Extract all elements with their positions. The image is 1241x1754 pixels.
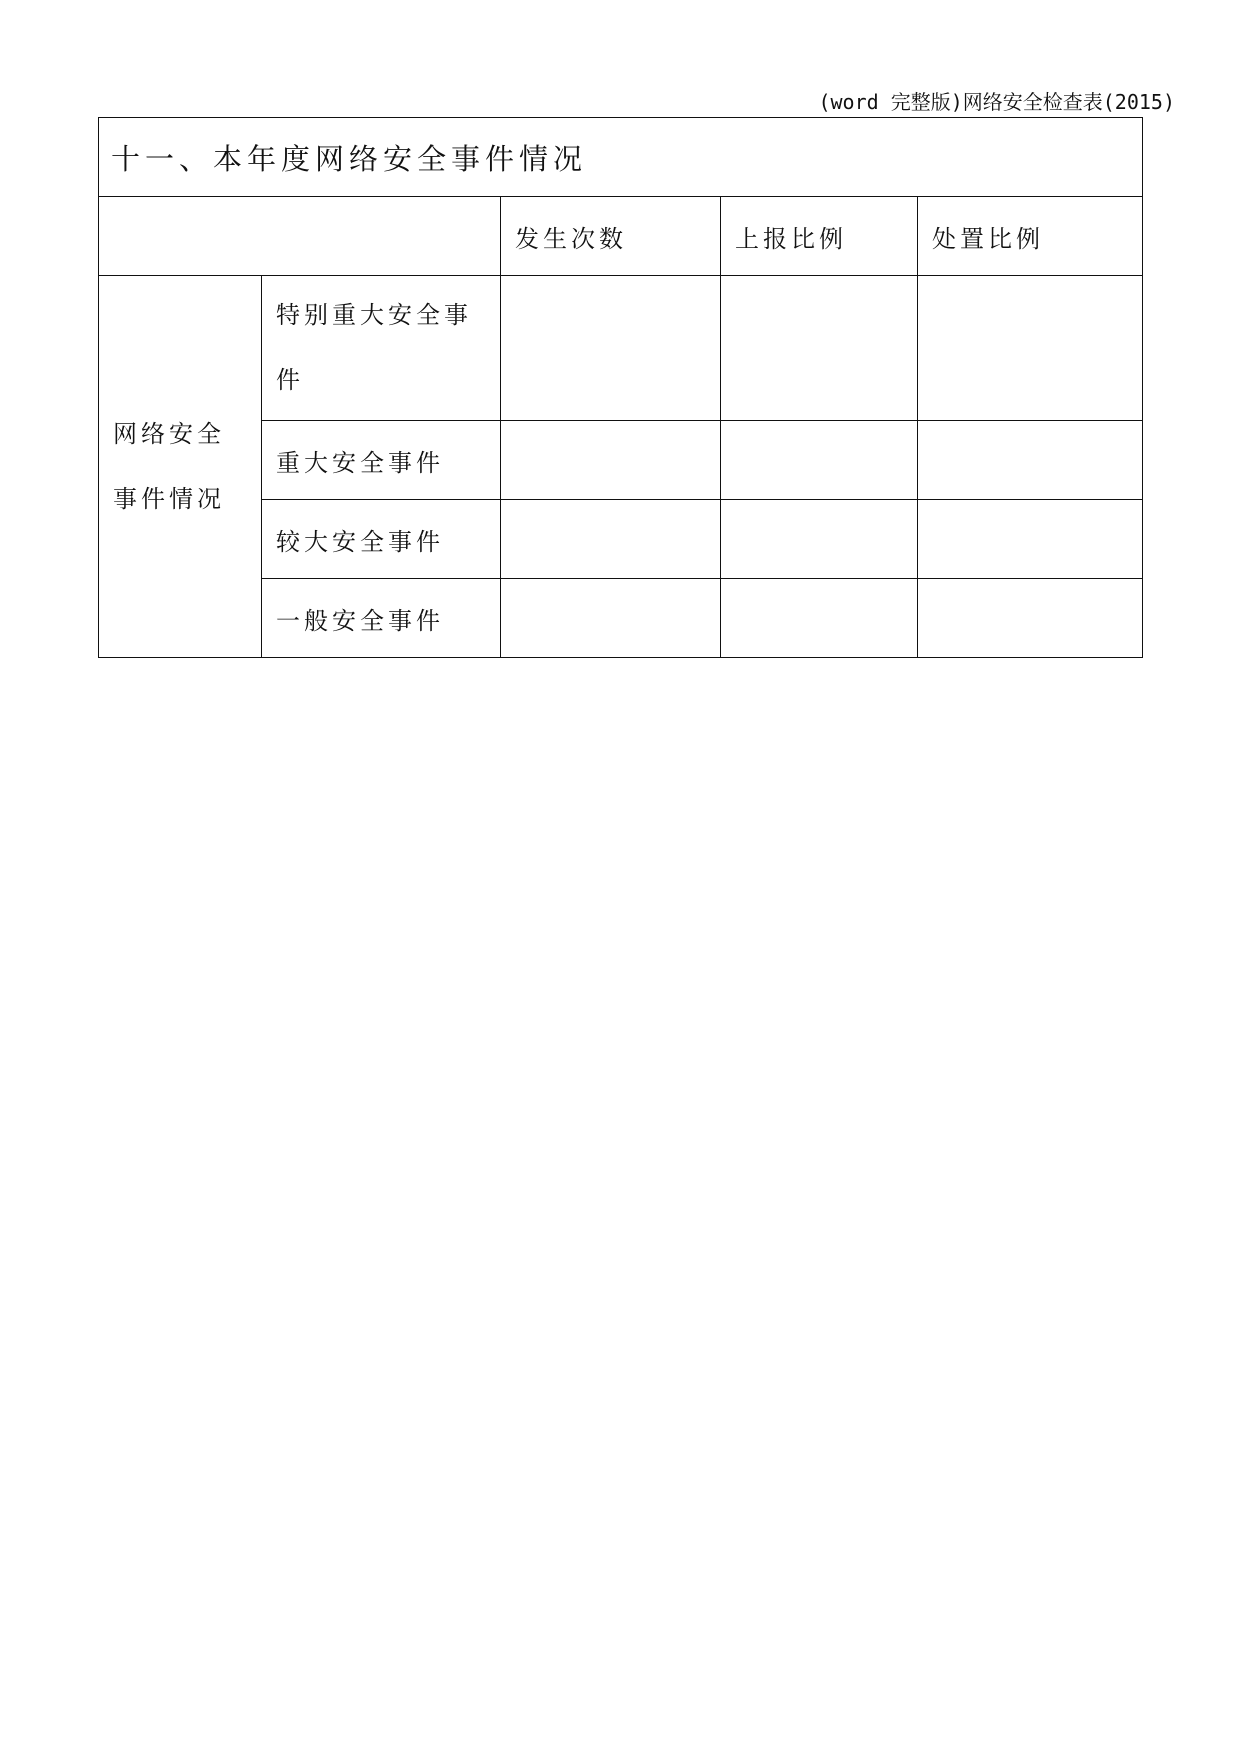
table-row [99, 276, 1143, 421]
cell-report-ratio[interactable] [721, 276, 918, 421]
cell-handling-ratio[interactable] [918, 500, 1143, 579]
table-title: 十一、本年度网络安全事件情况 [99, 118, 1143, 197]
row-label: 特别重大安全事件 [262, 276, 501, 421]
cell-handling-ratio[interactable] [918, 421, 1143, 500]
cell-handling-ratio[interactable] [918, 276, 1143, 421]
row-label: 较大安全事件 [262, 500, 501, 579]
group-label: 网络安全事件情况 [99, 276, 262, 658]
table-title-row [99, 118, 1143, 197]
cell-occurrences[interactable] [501, 421, 721, 500]
header-handling-ratio: 处置比例 [918, 197, 1143, 276]
cell-occurrences[interactable] [501, 579, 721, 658]
row-label: 一般安全事件 [262, 579, 501, 658]
cell-occurrences[interactable] [501, 276, 721, 421]
security-events-table [98, 117, 1143, 658]
header-blank-cell [99, 197, 501, 276]
page-header: (word 完整版)网络安全检查表(2015) [818, 90, 1175, 114]
row-label: 重大安全事件 [262, 421, 501, 500]
cell-report-ratio[interactable] [721, 421, 918, 500]
header-report-ratio: 上报比例 [721, 197, 918, 276]
cell-occurrences[interactable] [501, 500, 721, 579]
table-header-row [99, 197, 1143, 276]
cell-report-ratio[interactable] [721, 500, 918, 579]
cell-handling-ratio[interactable] [918, 579, 1143, 658]
cell-report-ratio[interactable] [721, 579, 918, 658]
header-occurrences: 发生次数 [501, 197, 721, 276]
